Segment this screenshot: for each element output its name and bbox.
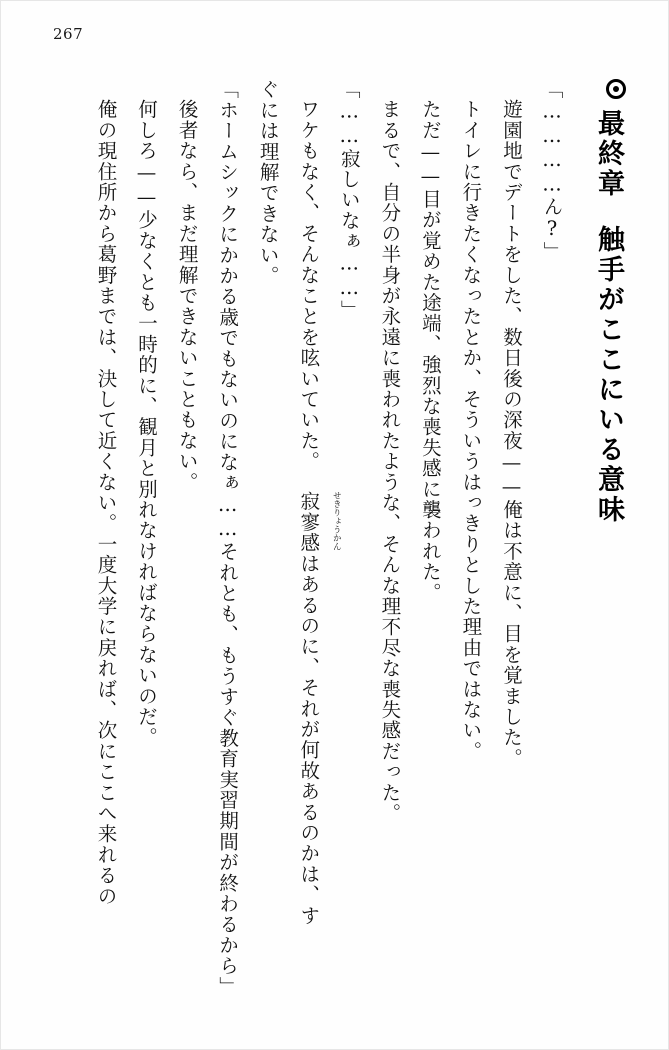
- page-number: 267: [53, 25, 84, 43]
- paragraph-with-ruby: [288, 79, 342, 1009]
- paragraph-text: ワケもなく、そんなことを呟いていた。: [297, 98, 321, 472]
- ruby-reading: せきりょうかん: [331, 490, 342, 551]
- paragraph: 「……寂しいなぁ……」: [337, 79, 361, 321]
- vertical-text-body: [48, 79, 628, 1009]
- paragraph: まるで、自分の半身が永遠に喪われたような、そんな理不尽な喪失感だった。: [378, 98, 402, 823]
- paragraph: 「ホームシックにかかる歳でもないのになぁ……それとも、もうすぐ教育実習期間が終わるから」: [216, 79, 240, 997]
- ruby-term: [288, 471, 342, 553]
- ruby-sentence-suffix: はあるのに、それが何故あるのかは、す: [297, 552, 321, 926]
- paragraph: 後者なら、まだ理解できないこともない。: [175, 98, 199, 492]
- paragraph: トイレに行きたくなったとか、そういうはっきりとした理由ではない。: [459, 98, 483, 761]
- chapter-heading: 最終章: [593, 109, 624, 199]
- paragraph: 「…………ん?」: [540, 79, 564, 263]
- paragraph: ぐには理解できない。: [256, 79, 280, 286]
- ruby-base: 寂寥感: [297, 490, 321, 553]
- paragraph: 俺の現住所から葛野までは、決して近くない。一度大学に戻れば、次にここへ来れるの: [94, 98, 118, 906]
- chapter-title: 触手がここにいる意味: [593, 225, 624, 525]
- chapter-heading-line: [588, 79, 629, 1009]
- chapter-bullet-icon: [606, 79, 626, 99]
- paragraph: 何しろ——少なくとも一時的に、観月と別れなければならないのだ。: [135, 98, 159, 748]
- paragraph: ただ——目が覚めた途端、強烈な喪失感に襲われた。: [418, 98, 442, 603]
- paragraph: 遊園地でデートをした、数日後の深夜——俺は不意に、目を覚ました。: [499, 98, 523, 768]
